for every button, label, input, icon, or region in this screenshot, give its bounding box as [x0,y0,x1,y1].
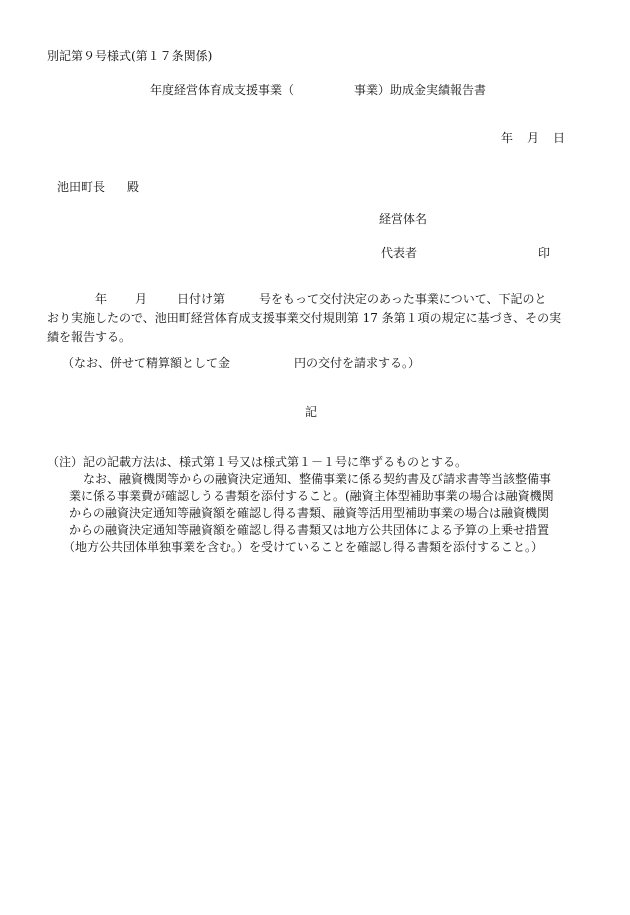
addressee-name: 池田町長 [57,180,106,194]
form-label: 別記第９号様式(第１７条関係) [47,49,213,63]
body-line-3: 績を報告する。 [47,330,132,344]
note-line-2: なお、融資機関等からの融資決定通知、整備事業に係る契約書及び請求書等当該整備事 [83,472,552,486]
payment-request [62,357,420,369]
document-title [150,84,486,96]
note-line-5: からの融資決定通知等融資額を確認し得る書類又は地方公共団体による予算の上乗せ措置 [69,523,550,537]
entity-name-label: 経営体名 [379,212,428,226]
note-line-1: （注）記の記載方法は、様式第１号又は様式第１－１号に準ずるものとする。 [47,455,468,469]
body-line-1-rest: 号をもって交付決定のあった事業について、下記のと [259,292,547,306]
addressee-honorific: 殿 [127,180,140,194]
title-suffix: 事業）助成金実績報告書 [354,83,487,97]
body-month: 月 [135,292,148,306]
body-line-1 [47,290,561,309]
title-prefix: 年度経営体育成支援事業（ [150,83,295,97]
body-line-2: おり実施したので、池田町経営体育成支援事業交付規則第 17 条第１項の規定に基づき、その実 [47,311,562,325]
representative-label: 代表者 [381,246,418,260]
body-year: 年 [95,292,108,306]
note-line-4: からの融資決定通知等融資額を確認し得る書類、融資等活用型補助事業の場合は融資機関 [69,506,550,520]
seal-mark: 印 [538,246,551,260]
date-year: 年 [501,131,514,145]
report-body [47,290,561,347]
request-suffix: 円の交付を請求する。） [294,356,421,370]
addressee [57,181,139,193]
report-date [501,132,565,144]
date-month: 月 [527,131,540,145]
date-day: 日 [553,131,566,145]
body-dated: 日付け第 [177,292,226,306]
request-prefix: （なお、併せて精算額として金 [62,356,231,370]
note-line-3: 業に係る事業費が確認しうる書類を添付すること。(融資主体型補助事業の場合は融資機関 [69,489,554,503]
note-line-6: （地方公共団体単独事業を含む。）を受けていることを確認し得る書類を添付すること。） [63,540,544,554]
record-heading: 記 [305,405,318,419]
notes [47,454,554,556]
